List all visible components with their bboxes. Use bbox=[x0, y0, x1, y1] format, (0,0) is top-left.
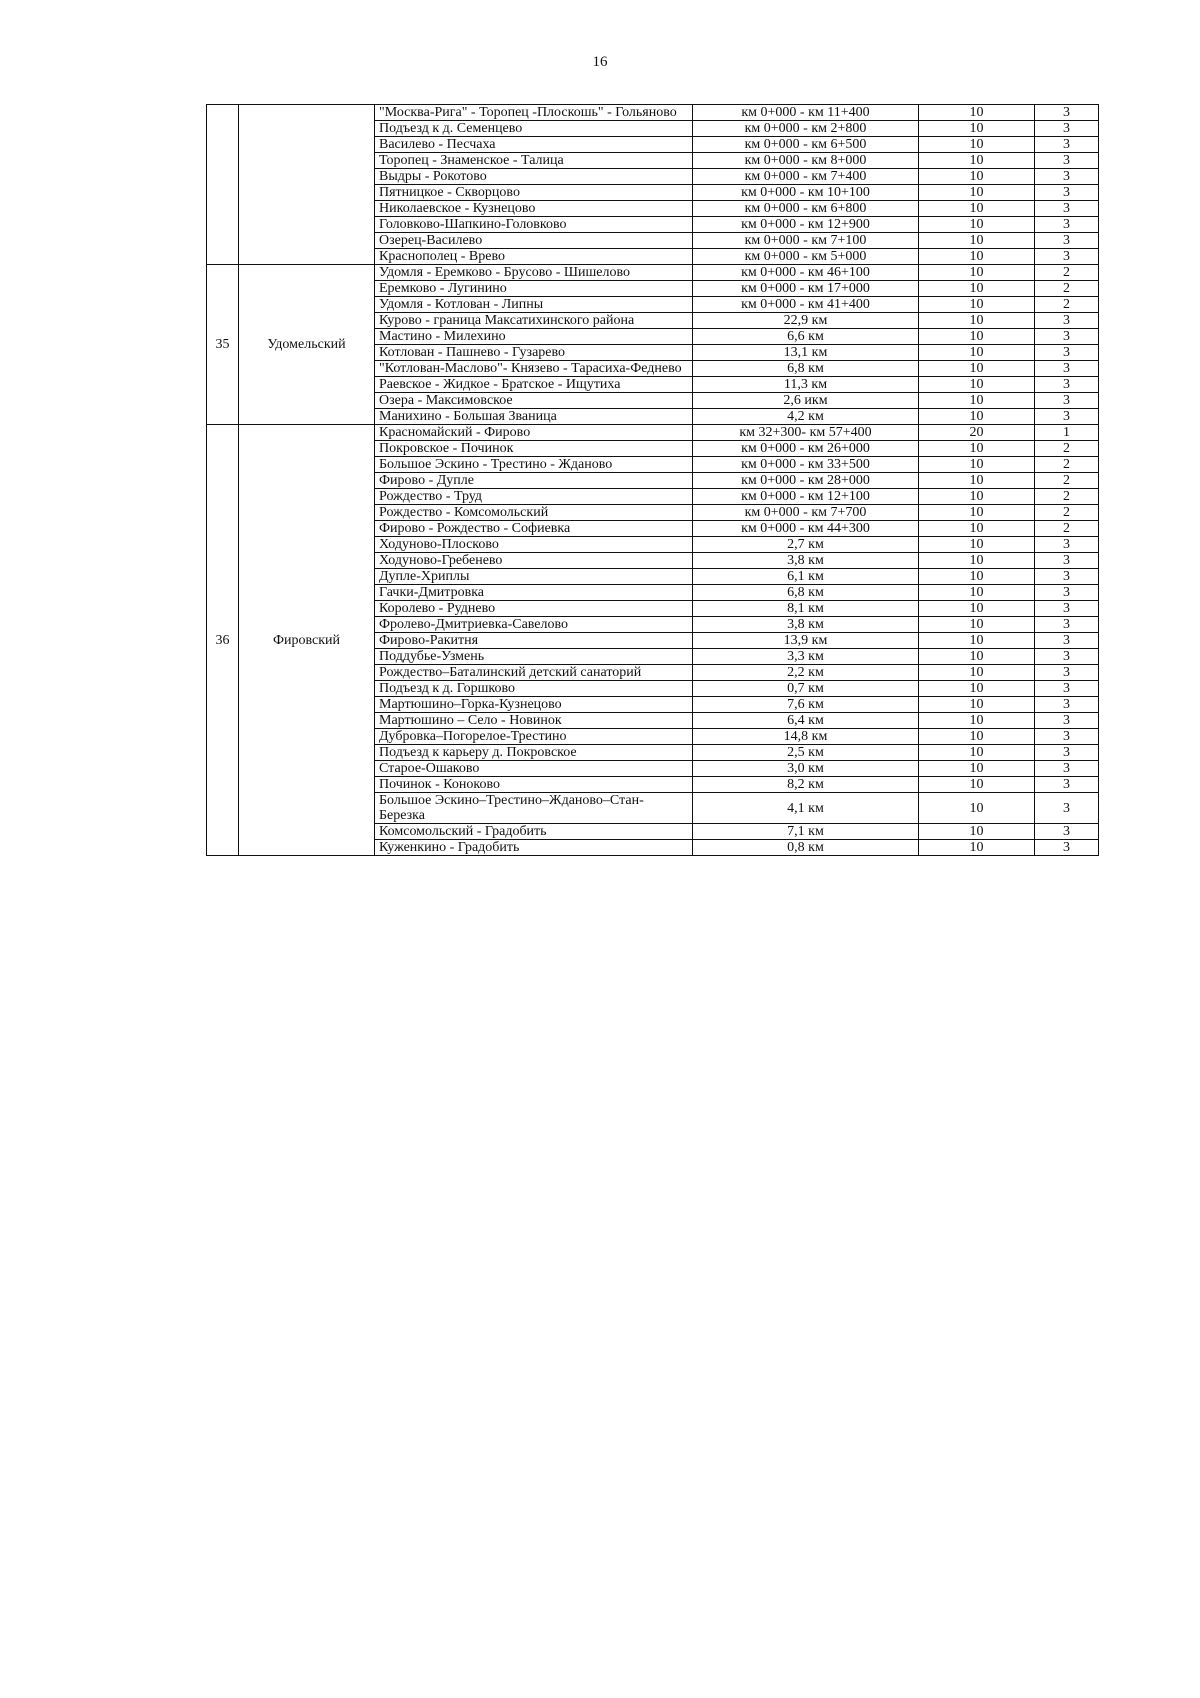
road-length: 0,7 км bbox=[693, 681, 919, 697]
road-category: 3 bbox=[1035, 329, 1099, 345]
page-number: 16 bbox=[592, 54, 608, 70]
axle-load: 10 bbox=[919, 361, 1035, 377]
road-name: Мартюшино–Горка-Кузнецово bbox=[375, 697, 693, 713]
road-category: 2 bbox=[1035, 505, 1099, 521]
road-length: 13,1 км bbox=[693, 345, 919, 361]
road-length: 11,3 км bbox=[693, 377, 919, 393]
road-name: Куженкино - Градобить bbox=[375, 840, 693, 856]
axle-load: 10 bbox=[919, 441, 1035, 457]
road-length: 3,0 км bbox=[693, 761, 919, 777]
axle-load: 10 bbox=[919, 265, 1035, 281]
road-name: Раевское - Жидкое - Братское - Ищутиха bbox=[375, 377, 693, 393]
axle-load: 10 bbox=[919, 489, 1035, 505]
road-length: 3,3 км bbox=[693, 649, 919, 665]
road-length: км 0+000 - км 6+800 bbox=[693, 201, 919, 217]
road-name: "Москва-Рига" - Торопец -Плоскошь" - Гольяново bbox=[375, 105, 693, 121]
road-length: 2,6 икм bbox=[693, 393, 919, 409]
axle-load: 10 bbox=[919, 665, 1035, 681]
axle-load: 10 bbox=[919, 249, 1035, 265]
axle-load: 10 bbox=[919, 553, 1035, 569]
district-number: 36 bbox=[207, 425, 239, 856]
road-category: 3 bbox=[1035, 153, 1099, 169]
road-category: 3 bbox=[1035, 409, 1099, 425]
road-name: Дупле-Хриплы bbox=[375, 569, 693, 585]
axle-load: 10 bbox=[919, 137, 1035, 153]
axle-load: 10 bbox=[919, 537, 1035, 553]
axle-load: 10 bbox=[919, 521, 1035, 537]
road-length: 22,9 км bbox=[693, 313, 919, 329]
road-category: 2 bbox=[1035, 473, 1099, 489]
road-length: 6,8 км bbox=[693, 585, 919, 601]
district-name: Удомельский bbox=[239, 265, 375, 425]
axle-load: 20 bbox=[919, 425, 1035, 441]
road-name: Удомля - Еремково - Брусово - Шишелово bbox=[375, 265, 693, 281]
road-length: 14,8 км bbox=[693, 729, 919, 745]
road-category: 3 bbox=[1035, 137, 1099, 153]
road-category: 3 bbox=[1035, 697, 1099, 713]
road-name: Озерец-Василево bbox=[375, 233, 693, 249]
roads-table-body bbox=[207, 105, 1099, 856]
road-category: 2 bbox=[1035, 441, 1099, 457]
road-category: 3 bbox=[1035, 169, 1099, 185]
road-category: 3 bbox=[1035, 649, 1099, 665]
road-name: Торопец - Знаменское - Талица bbox=[375, 153, 693, 169]
axle-load: 10 bbox=[919, 409, 1035, 425]
road-name: Рождество–Баталинский детский санаторий bbox=[375, 665, 693, 681]
axle-load: 10 bbox=[919, 505, 1035, 521]
road-length: км 0+000 - км 46+100 bbox=[693, 265, 919, 281]
road-length: 3,8 км bbox=[693, 617, 919, 633]
axle-load: 10 bbox=[919, 585, 1035, 601]
road-length: км 0+000 - км 33+500 bbox=[693, 457, 919, 473]
road-category: 3 bbox=[1035, 729, 1099, 745]
road-length: км 0+000 - км 12+100 bbox=[693, 489, 919, 505]
road-name: Поддубье-Узмень bbox=[375, 649, 693, 665]
road-length: 6,6 км bbox=[693, 329, 919, 345]
road-category: 3 bbox=[1035, 217, 1099, 233]
road-length: км 0+000 - км 7+400 bbox=[693, 169, 919, 185]
district-number: 35 bbox=[207, 265, 239, 425]
axle-load: 10 bbox=[919, 457, 1035, 473]
road-category: 3 bbox=[1035, 233, 1099, 249]
road-category: 3 bbox=[1035, 313, 1099, 329]
road-length: км 0+000 - км 6+500 bbox=[693, 137, 919, 153]
axle-load: 10 bbox=[919, 793, 1035, 824]
road-name: Большое Эскино–Трестино–Жданово–Стан-Березка bbox=[375, 793, 693, 824]
road-category: 3 bbox=[1035, 393, 1099, 409]
road-name: Королево - Руднево bbox=[375, 601, 693, 617]
axle-load: 10 bbox=[919, 713, 1035, 729]
road-category: 3 bbox=[1035, 617, 1099, 633]
road-length: 6,1 км bbox=[693, 569, 919, 585]
road-name: Николаевское - Кузнецово bbox=[375, 201, 693, 217]
road-length: км 0+000 - км 8+000 bbox=[693, 153, 919, 169]
road-name: Фирово - Рождество - Софиевка bbox=[375, 521, 693, 537]
district-name bbox=[239, 105, 375, 265]
road-length: км 0+000 - км 41+400 bbox=[693, 297, 919, 313]
road-length: км 32+300- км 57+400 bbox=[693, 425, 919, 441]
road-length: км 0+000 - км 5+000 bbox=[693, 249, 919, 265]
axle-load: 10 bbox=[919, 824, 1035, 840]
axle-load: 10 bbox=[919, 169, 1035, 185]
road-name: Курово - граница Максатихинского района bbox=[375, 313, 693, 329]
road-length: км 0+000 - км 10+100 bbox=[693, 185, 919, 201]
axle-load: 10 bbox=[919, 393, 1035, 409]
road-category: 1 bbox=[1035, 425, 1099, 441]
road-category: 3 bbox=[1035, 201, 1099, 217]
road-length: 4,1 км bbox=[693, 793, 919, 824]
axle-load: 10 bbox=[919, 201, 1035, 217]
axle-load: 10 bbox=[919, 233, 1035, 249]
road-category: 3 bbox=[1035, 793, 1099, 824]
road-category: 3 bbox=[1035, 777, 1099, 793]
road-category: 3 bbox=[1035, 824, 1099, 840]
axle-load: 10 bbox=[919, 681, 1035, 697]
road-length: 6,4 км bbox=[693, 713, 919, 729]
road-length: 2,5 км bbox=[693, 745, 919, 761]
road-category: 3 bbox=[1035, 601, 1099, 617]
road-length: 8,2 км bbox=[693, 777, 919, 793]
axle-load: 10 bbox=[919, 185, 1035, 201]
road-name: Ходуново-Гребенево bbox=[375, 553, 693, 569]
road-category: 2 bbox=[1035, 521, 1099, 537]
road-name: Комсомольский - Градобить bbox=[375, 824, 693, 840]
road-length: км 0+000 - км 7+100 bbox=[693, 233, 919, 249]
road-category: 3 bbox=[1035, 185, 1099, 201]
road-category: 3 bbox=[1035, 249, 1099, 265]
road-category: 3 bbox=[1035, 345, 1099, 361]
road-name: Фролево-Дмитриевка-Савелово bbox=[375, 617, 693, 633]
axle-load: 10 bbox=[919, 345, 1035, 361]
road-category: 2 bbox=[1035, 457, 1099, 473]
road-length: 8,1 км bbox=[693, 601, 919, 617]
road-length: км 0+000 - км 44+300 bbox=[693, 521, 919, 537]
road-name: Починок - Коноково bbox=[375, 777, 693, 793]
road-category: 3 bbox=[1035, 681, 1099, 697]
axle-load: 10 bbox=[919, 297, 1035, 313]
axle-load: 10 bbox=[919, 377, 1035, 393]
table-row bbox=[207, 265, 1099, 281]
road-length: 7,6 км bbox=[693, 697, 919, 713]
road-category: 2 bbox=[1035, 489, 1099, 505]
road-name: Дубровка–Погорелое-Трестино bbox=[375, 729, 693, 745]
road-name: Рождество - Комсомольский bbox=[375, 505, 693, 521]
road-name: Большое Эскино - Трестино - Жданово bbox=[375, 457, 693, 473]
axle-load: 10 bbox=[919, 601, 1035, 617]
roads-table bbox=[206, 104, 1099, 856]
road-name: Мастино - Милехино bbox=[375, 329, 693, 345]
road-name: Старое-Ошаково bbox=[375, 761, 693, 777]
table-row bbox=[207, 425, 1099, 441]
road-name: Манихино - Большая Званица bbox=[375, 409, 693, 425]
axle-load: 10 bbox=[919, 777, 1035, 793]
axle-load: 10 bbox=[919, 745, 1035, 761]
road-name: Покровское - Починок bbox=[375, 441, 693, 457]
road-length: 4,2 км bbox=[693, 409, 919, 425]
axle-load: 10 bbox=[919, 281, 1035, 297]
road-name: Краснополец - Врево bbox=[375, 249, 693, 265]
road-name: Ходуново-Плосково bbox=[375, 537, 693, 553]
road-category: 3 bbox=[1035, 633, 1099, 649]
axle-load: 10 bbox=[919, 329, 1035, 345]
road-category: 3 bbox=[1035, 840, 1099, 856]
road-length: 2,2 км bbox=[693, 665, 919, 681]
road-length: 7,1 км bbox=[693, 824, 919, 840]
road-name: Фирово - Дупле bbox=[375, 473, 693, 489]
road-category: 3 bbox=[1035, 361, 1099, 377]
road-category: 3 bbox=[1035, 537, 1099, 553]
road-length: км 0+000 - км 2+800 bbox=[693, 121, 919, 137]
axle-load: 10 bbox=[919, 761, 1035, 777]
road-category: 3 bbox=[1035, 585, 1099, 601]
axle-load: 10 bbox=[919, 313, 1035, 329]
road-category: 2 bbox=[1035, 281, 1099, 297]
district-name: Фировский bbox=[239, 425, 375, 856]
road-category: 3 bbox=[1035, 377, 1099, 393]
road-name: Подъезд к д. Горшково bbox=[375, 681, 693, 697]
axle-load: 10 bbox=[919, 697, 1035, 713]
table-row bbox=[207, 105, 1099, 121]
road-category: 3 bbox=[1035, 665, 1099, 681]
road-category: 3 bbox=[1035, 713, 1099, 729]
road-length: км 0+000 - км 28+000 bbox=[693, 473, 919, 489]
road-length: км 0+000 - км 17+000 bbox=[693, 281, 919, 297]
road-name: Головково-Шапкино-Головково bbox=[375, 217, 693, 233]
road-length: 2,7 км bbox=[693, 537, 919, 553]
road-length: км 0+000 - км 7+700 bbox=[693, 505, 919, 521]
axle-load: 10 bbox=[919, 217, 1035, 233]
road-category: 3 bbox=[1035, 745, 1099, 761]
road-name: Пятницкое - Скворцово bbox=[375, 185, 693, 201]
road-category: 3 bbox=[1035, 121, 1099, 137]
road-name: "Котлован-Маслово"- Князево - Тарасиха-Феднево bbox=[375, 361, 693, 377]
road-name: Выдры - Рокотово bbox=[375, 169, 693, 185]
axle-load: 10 bbox=[919, 121, 1035, 137]
axle-load: 10 bbox=[919, 105, 1035, 121]
road-length: 3,8 км bbox=[693, 553, 919, 569]
axle-load: 10 bbox=[919, 633, 1035, 649]
road-name: Мартюшино – Село - Новинок bbox=[375, 713, 693, 729]
road-name: Подъезд к д. Семенцево bbox=[375, 121, 693, 137]
road-length: км 0+000 - км 26+000 bbox=[693, 441, 919, 457]
road-name: Рождество - Труд bbox=[375, 489, 693, 505]
road-length: 6,8 км bbox=[693, 361, 919, 377]
road-name: Котлован - Пашнево - Гузарево bbox=[375, 345, 693, 361]
axle-load: 10 bbox=[919, 153, 1035, 169]
road-length: 13,9 км bbox=[693, 633, 919, 649]
road-category: 3 bbox=[1035, 553, 1099, 569]
road-length: км 0+000 - км 12+900 bbox=[693, 217, 919, 233]
axle-load: 10 bbox=[919, 473, 1035, 489]
road-category: 2 bbox=[1035, 297, 1099, 313]
road-category: 3 bbox=[1035, 761, 1099, 777]
road-category: 2 bbox=[1035, 265, 1099, 281]
road-name: Озера - Максимовское bbox=[375, 393, 693, 409]
road-name: Гачки-Дмитровка bbox=[375, 585, 693, 601]
road-name: Еремково - Лугинино bbox=[375, 281, 693, 297]
axle-load: 10 bbox=[919, 729, 1035, 745]
road-category: 3 bbox=[1035, 569, 1099, 585]
road-length: км 0+000 - км 11+400 bbox=[693, 105, 919, 121]
axle-load: 10 bbox=[919, 649, 1035, 665]
road-name: Красномайский - Фирово bbox=[375, 425, 693, 441]
road-name: Фирово-Ракитня bbox=[375, 633, 693, 649]
axle-load: 10 bbox=[919, 617, 1035, 633]
road-length: 0,8 км bbox=[693, 840, 919, 856]
axle-load: 10 bbox=[919, 569, 1035, 585]
axle-load: 10 bbox=[919, 840, 1035, 856]
road-name: Василево - Песчаха bbox=[375, 137, 693, 153]
road-name: Подъезд к карьеру д. Покровское bbox=[375, 745, 693, 761]
district-number bbox=[207, 105, 239, 265]
road-category: 3 bbox=[1035, 105, 1099, 121]
road-name: Удомля - Котлован - Липны bbox=[375, 297, 693, 313]
